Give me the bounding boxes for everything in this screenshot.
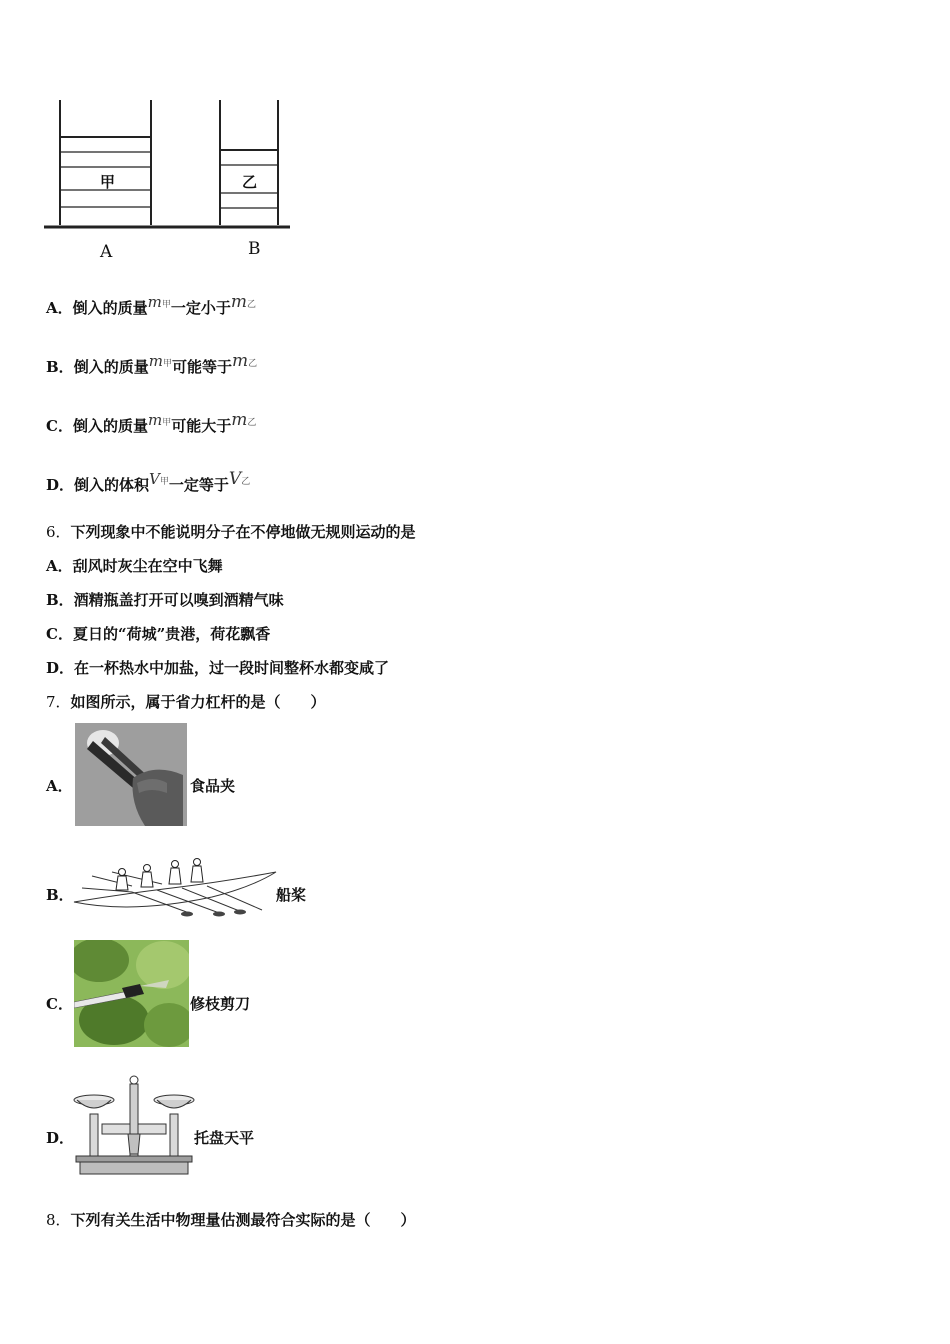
q6-option-b: B．酒精瓶盖打开可以嗅到酒精气味 (46, 591, 284, 609)
q6-option-d: D．在一杯热水中加盐，过一段时间整杯水都变咸了 (46, 659, 390, 677)
q7-option-b-letter: B． (46, 886, 74, 904)
q7-option-b-caption: 船桨 (276, 886, 307, 904)
q5-option-d: D．倒入的体积V甲一定等于V乙 (46, 469, 251, 494)
q7-option-a-caption: 食品夹 (190, 777, 236, 795)
q6-option-a: A．刮风时灰尘在空中飞舞 (46, 557, 223, 575)
pruning-shears-image (74, 940, 189, 1047)
container-b-char: 乙 (242, 173, 258, 191)
q6-option-c: C．夏日的“荷城”贵港，荷花飘香 (46, 625, 271, 643)
q8-stem: 8．下列有关生活中物理量估测最符合实际的是（ ） (46, 1211, 416, 1229)
label-b: B (248, 239, 261, 259)
rowing-boat-image (72, 852, 278, 922)
q6-stem: 6．下列现象中不能说明分子在不停地做无规则运动的是 (46, 523, 416, 541)
q7-option-c-caption: 修枝剪刀 (190, 995, 251, 1013)
q7-option-a-letter: A． (46, 777, 73, 795)
containers-figure (40, 95, 300, 270)
q5-option-a: A．倒入的质量m甲一定小于m乙 (46, 292, 257, 317)
label-a: A (100, 242, 113, 262)
food-tongs-image (75, 723, 187, 826)
q5-option-b: B．倒入的质量m甲可能等于m乙 (46, 351, 258, 376)
container-a-char: 甲 (100, 173, 116, 191)
q5-option-c: C．倒入的质量m甲可能大于m乙 (46, 410, 257, 435)
q7-stem: 7．如图所示，属于省力杠杆的是（ ） (46, 693, 326, 711)
q7-option-c-letter: C． (46, 995, 73, 1013)
q7-option-d-letter: D． (46, 1129, 75, 1147)
balance-scale-image (72, 1074, 196, 1178)
q7-option-d-caption: 托盘天平 (194, 1129, 255, 1147)
